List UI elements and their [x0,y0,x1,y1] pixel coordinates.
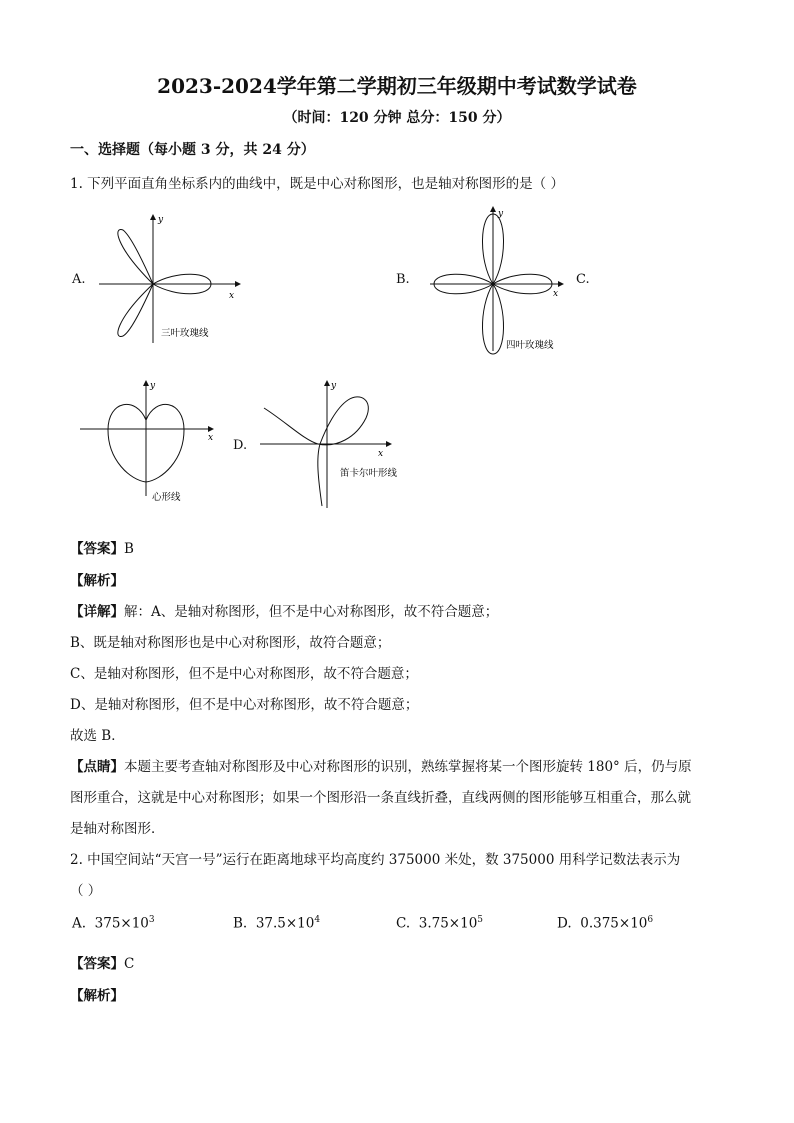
question-2-bracket: （ ） [70,883,102,899]
figure-a-caption: 三叶玫瑰线 [161,328,209,339]
x-axis-label: x [208,433,214,443]
cardioid-figure [76,378,226,508]
y-axis-label: y [498,209,504,219]
figure-c-caption: 心形线 [152,492,181,503]
detail-text: 解：A、是轴对称图形，但不是中心对称图形，故不符合题意； [124,604,499,620]
four-leaf-rose-figure [422,206,572,356]
y-axis-label: y [150,381,156,391]
three-leaf-rose-figure [95,208,255,348]
option-exponent: 3 [148,915,155,925]
folium-figure [256,378,406,513]
x-axis-label: x [378,449,384,459]
figure-b-caption: 四叶玫瑰线 [506,340,554,351]
option-exponent: 4 [314,915,321,925]
option-exponent: 5 [477,915,484,925]
option-value: 375×10 [94,915,149,932]
exam-info: （时间：120 分钟 总分：150 分） [283,110,511,126]
answer-value: B [124,541,134,557]
option-value: 37.5×10 [255,915,315,932]
detail-line-5: 故选 B． [70,728,125,744]
detail-line-4: D、是轴对称图形，但不是中心对称图形，故不符合题意； [70,697,419,713]
option-value: 3.75×10 [418,915,478,932]
option-a-label: A. [72,272,86,287]
option-label: C. [396,915,411,932]
analysis-tag: 【解析】 [70,573,124,589]
question-2-stem: 2. 中国空间站“天宫一号”运行在距离地球平均高度约 375000 米处，数 375000 用科学记数法表示为 [70,852,681,868]
detail-line-2: B、既是轴对称图形也是中心对称图形，故符合题意； [70,635,391,651]
question-1-stem: 1. 下列平面直角坐标系内的曲线中，既是中心对称图形，也是轴对称图形的是（ ） [70,176,564,192]
x-axis-label: x [229,291,235,301]
q2-option-b [233,915,320,932]
comment-line-1 [70,755,692,775]
option-label: A. [72,915,87,932]
detail-line-1 [70,600,498,620]
y-axis-label: y [158,215,164,225]
comment-text: 本题主要考查轴对称图形及中心对称图形的识别，熟练掌握将某一个图形旋转 180° 后，仍与原 [124,759,692,775]
option-b-label: B. [396,272,410,287]
answer-value: C [124,956,135,972]
option-label: D. [557,915,572,932]
detail-tag: 【详解】 [70,604,124,620]
q2-answer-line [70,952,134,972]
q2-option-d [557,915,653,932]
option-c-label: C. [576,272,590,287]
detail-line-3: C、是轴对称图形，但不是中心对称图形，故不符合题意； [70,666,418,682]
q2-option-c [396,915,483,932]
q2-option-a [72,915,155,932]
option-d-label: D. [233,438,248,453]
section-heading: 一、选择题（每小题 3 分，共 24 分） [70,142,315,158]
y-axis-label: y [331,381,337,391]
x-axis-label: x [553,289,559,299]
option-value: 0.375×10 [580,915,648,932]
comment-line-3: 是轴对称图形． [70,821,165,837]
answer-tag: 【答案】 [70,956,124,972]
q2-analysis-tag: 【解析】 [70,988,124,1004]
figure-d-caption: 笛卡尔叶形线 [340,468,398,479]
comment-tag: 【点睛】 [70,759,124,775]
answer-line [70,537,134,557]
answer-tag: 【答案】 [70,541,124,557]
option-label: B. [233,915,248,932]
page-title: 2023-2024学年第二学期初三年级期中考试数学试卷 [157,74,637,98]
comment-line-2: 图形重合，这就是中心对称图形；如果一个图形沿一条直线折叠，直线两侧的图形能够互相重合，那么就 [70,790,691,806]
option-exponent: 6 [647,915,654,925]
